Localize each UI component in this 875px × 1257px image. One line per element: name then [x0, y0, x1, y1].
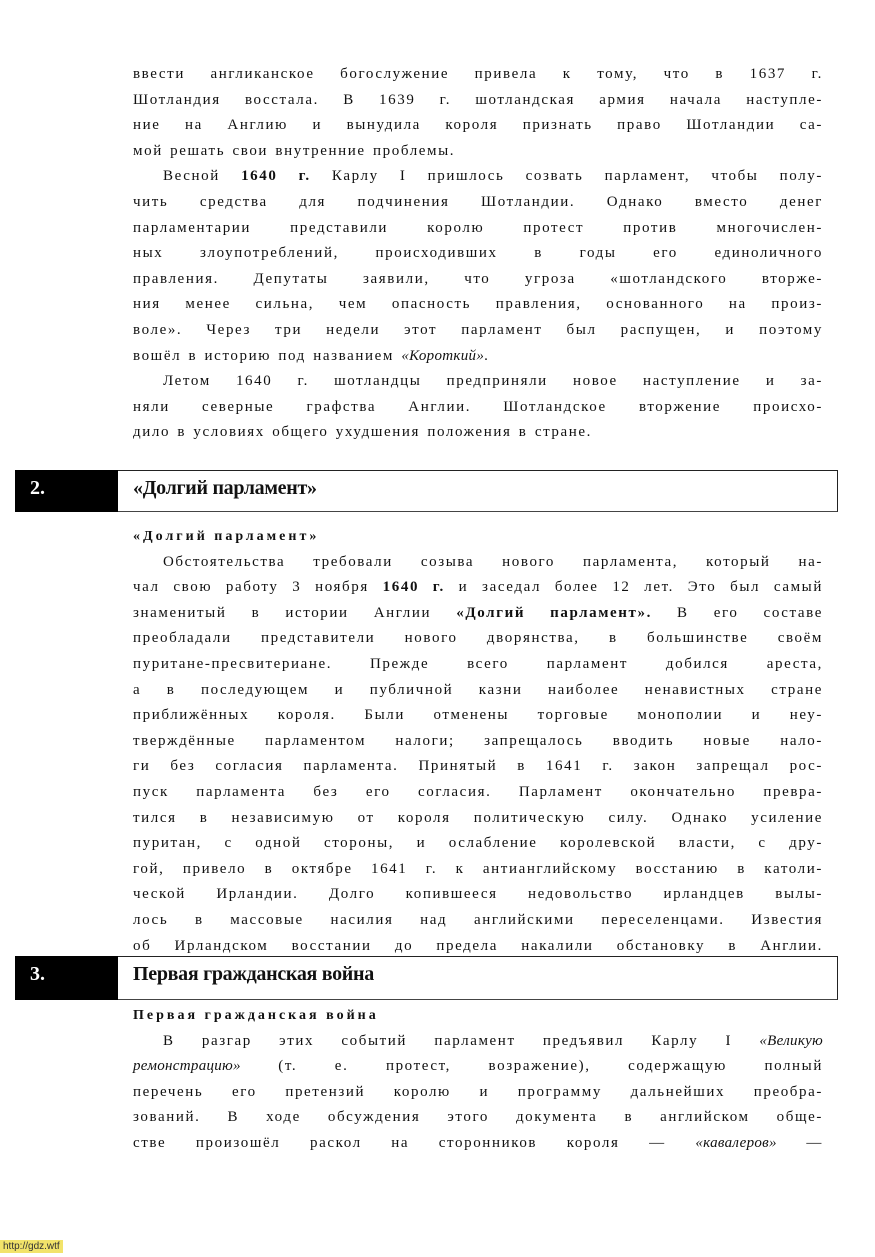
text-run: парламентарии представили королю протест против многочислен-	[133, 219, 823, 236]
text-run: пуритан, с одной стороны, и ослабление королевской власти, с дру-	[133, 835, 823, 852]
text-run: ние на Англию и вынудила короля признать право Шотландии са-	[133, 117, 823, 134]
section-number: 3.	[15, 956, 118, 1000]
text-line	[133, 88, 823, 114]
text-run: и заседал более 12 лет. Это был самый	[444, 579, 823, 596]
text-run: гой, привело в октябре 1641 г. к антианглийскому восстанию в католи-	[133, 860, 823, 877]
section-title-box	[118, 470, 838, 512]
text-line	[133, 1105, 823, 1131]
text-run: воле». Через три недели этот парламент был распущен, и поэтому	[133, 321, 823, 338]
text-line	[133, 831, 823, 857]
text-line	[133, 292, 823, 318]
section-number: 2.	[15, 470, 118, 512]
text-line	[133, 344, 823, 370]
italic-text: «Короткий»	[401, 347, 485, 364]
text-line	[133, 882, 823, 908]
text-line	[133, 190, 823, 216]
text-line	[133, 754, 823, 780]
subheading: «Долгий парламент»	[133, 529, 320, 544]
text-run: ги без согласия парламента. Принятый в 1641 г. закон запрещал рос-	[133, 758, 823, 775]
text-line	[133, 575, 823, 601]
text-run: В его составе	[651, 604, 823, 621]
text-line	[133, 113, 823, 139]
text-run: правления. Депутаты заявили, что угроза «шотландского вторже-	[133, 270, 823, 287]
text-line	[133, 395, 823, 421]
text-run: Весной	[163, 168, 242, 185]
text-run: тверждённые парламентом налоги; запрещалось вводить новые нало-	[133, 732, 823, 749]
text-line	[133, 908, 823, 934]
source-link[interactable]: http://gdz.wtf	[0, 1240, 63, 1253]
text-line	[133, 703, 823, 729]
bold-text: «Долгий парламент».	[456, 604, 652, 621]
text-run: об Ирландском восстании до предела накалили обстановку в Англии.	[133, 937, 823, 954]
italic-text: ремонстрацию»	[133, 1058, 241, 1075]
section-title: «Долгий парламент»	[133, 477, 317, 499]
text-run: Летом 1640 г. шотландцы предприняли новое наступление и за-	[163, 373, 823, 390]
text-run: (т. е. протест, возражение), содержащую полный	[240, 1058, 823, 1075]
text-run: Шотландия восстала. В 1639 г. шотландская армия начала наступле-	[133, 91, 823, 108]
text-run: Обстоятельства требовали созыва нового парламента, который на-	[163, 553, 823, 570]
text-line	[133, 857, 823, 883]
text-run: лось в массовые насилия над английскими переселенцами. Известия	[133, 911, 823, 928]
text-run: няли северные графства Англии. Шотландское вторжение происхо-	[133, 398, 823, 415]
text-line	[133, 216, 823, 242]
text-line	[133, 1054, 823, 1080]
paragraph	[133, 1029, 823, 1157]
text-run: чить средства для подчинения Шотландии. Однако вместо денег	[133, 193, 823, 210]
text-block-intro	[133, 62, 823, 446]
paragraph	[133, 164, 823, 369]
text-run: стве произошёл раскол на сторонников короля —	[133, 1134, 696, 1151]
text-run: приближённых короля. Были отменены торговые монополии и неу-	[133, 707, 823, 724]
text-line	[133, 806, 823, 832]
text-line	[133, 1080, 823, 1106]
text-run: ния менее сильна, чем опасность правления, основанного на произ-	[133, 296, 823, 313]
text-run: тился в независимую от короля политическую силу. Однако усиление	[133, 809, 823, 826]
text-run: знаменитый в истории Англии	[133, 604, 457, 621]
text-line	[133, 420, 823, 446]
italic-text: «Великую	[759, 1032, 823, 1049]
subheading: Первая гражданская война	[133, 1008, 379, 1023]
text-line	[133, 1029, 823, 1055]
text-line	[133, 62, 823, 88]
text-run: ввести англиканское богослужение привела к тому, что в 1637 г.	[133, 66, 823, 82]
text-run: вошёл в историю под названием	[133, 347, 402, 364]
text-run: пуритане-пресвитериане. Прежде всего парламент добился ареста,	[133, 655, 823, 672]
text-run: чал свою работу 3 ноября	[133, 579, 383, 596]
text-block-civil-war	[133, 1003, 823, 1157]
text-line	[133, 601, 823, 627]
paragraph	[133, 62, 823, 164]
text-line	[133, 652, 823, 678]
text-line	[133, 318, 823, 344]
text-run: В разгар этих событий парламент предъявил Карлу I	[163, 1032, 760, 1049]
bold-text: 1640 г.	[241, 168, 311, 185]
paragraph	[133, 550, 823, 960]
text-line	[133, 729, 823, 755]
text-run: ных злоупотреблений, происходивших в годы его единоличного	[133, 245, 823, 262]
text-run: перечень его претензий королю и программу дальнейших преобра-	[133, 1083, 823, 1100]
text-line	[133, 139, 823, 165]
section-header-2	[15, 470, 838, 512]
italic-text: «кавалеров»	[695, 1134, 777, 1151]
text-run: Карлу I пришлось созвать парламент, чтобы полу-	[310, 168, 823, 185]
paragraph	[133, 369, 823, 446]
text-run: дило в условиях общего ухудшения положения в стране.	[133, 424, 593, 441]
text-line	[133, 550, 823, 576]
text-line	[133, 780, 823, 806]
section-header-3	[15, 956, 838, 1000]
text-run: преобладали представители нового дворянства, в большинстве своём	[133, 630, 823, 647]
text-line	[133, 1131, 823, 1157]
text-line	[133, 164, 823, 190]
text-run: ческой Ирландии. Долго копившееся недовольство ирландцев вылы-	[133, 886, 823, 903]
text-run: .	[484, 347, 490, 364]
text-line	[133, 626, 823, 652]
section-title-box	[118, 956, 838, 1000]
text-line	[133, 241, 823, 267]
text-run: —	[776, 1134, 823, 1151]
text-line	[133, 678, 823, 704]
text-line	[133, 267, 823, 293]
text-line	[133, 369, 823, 395]
text-block-long-parliament	[133, 524, 823, 959]
text-run: а в последующем и публичной казни наиболее ненавистных стране	[133, 681, 823, 698]
section-title: Первая гражданская война	[133, 963, 374, 985]
bold-text: 1640 г.	[382, 579, 445, 596]
text-run: пуск парламента без его согласия. Парламент окончательно превра-	[133, 783, 823, 800]
text-run: мой решать свои внутренние проблемы.	[133, 142, 456, 159]
text-run: зований. В ходе обсуждения этого документа в английском обще-	[133, 1109, 823, 1126]
